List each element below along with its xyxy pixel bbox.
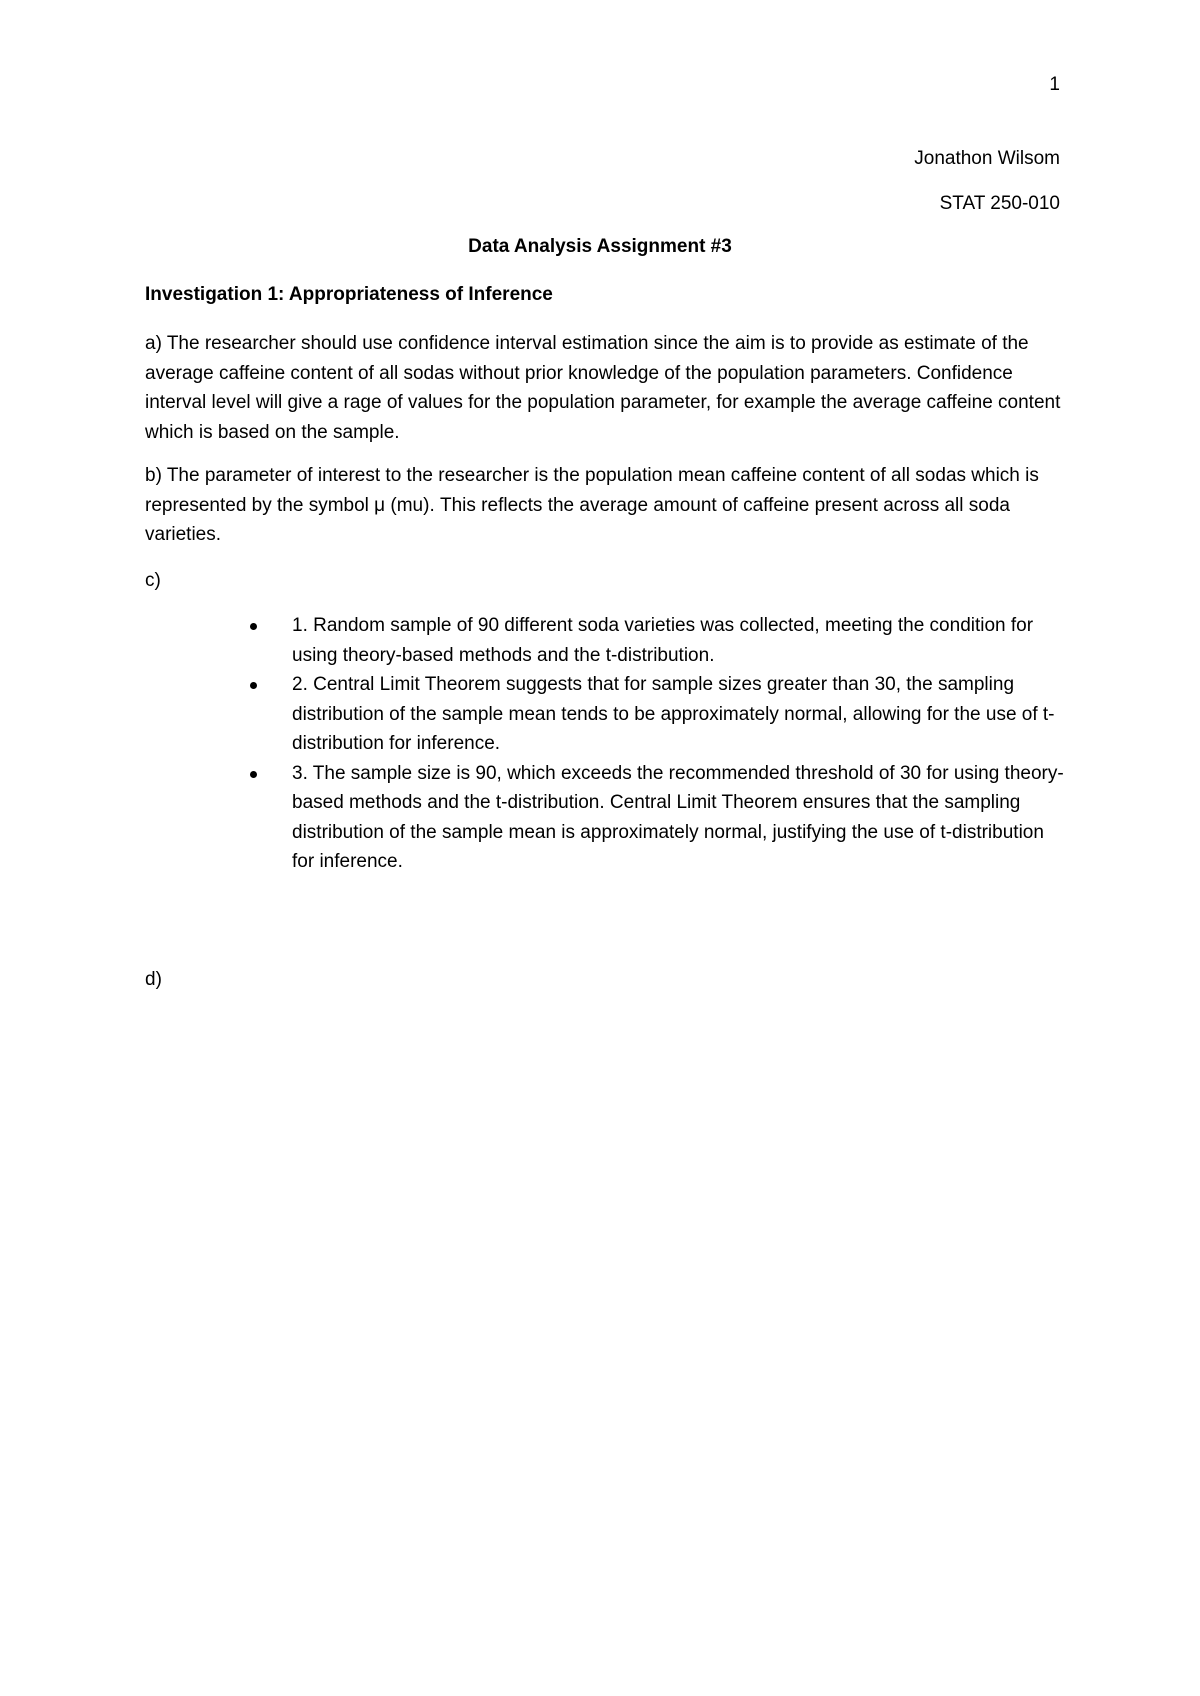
section-heading: Investigation 1: Appropriateness of Inference bbox=[145, 284, 553, 305]
list-item bbox=[250, 759, 1070, 877]
list-item bbox=[250, 611, 1070, 670]
document-title: Data Analysis Assignment #3 bbox=[468, 236, 732, 257]
list-item-text: 1. Random sample of 90 different soda varieties was collected, meeting the condition for using theory-based methods and the t-distribution. bbox=[292, 615, 1034, 666]
list-item-text: 3. The sample size is 90, which exceeds the recommended threshold of 30 for using theory-based methods and the t-distribution. Central Limit Theorem ensures that the sampling distribution of the sample mean is approximately normal, justifying the use of t-distribution for inference. bbox=[292, 762, 1064, 872]
bullet-icon bbox=[250, 682, 257, 689]
list-item-text: 2. Central Limit Theorem suggests that for sample sizes greater than 30, the sampling distribution of the sample mean tends to be approximately normal, allowing for the use of t-distribution for inference. bbox=[292, 674, 1055, 754]
bullet-icon bbox=[250, 623, 257, 630]
bullet-icon bbox=[250, 771, 257, 778]
answer-part-a: a) The researcher should use confidence interval estimation since the aim is to provide as estimate of the average caffeine content of all sodas without prior knowledge of the population parameters. Confidence interval level will give a rage of values for the population parameter, for example the average caffeine content which is based on the sample. bbox=[145, 333, 1061, 443]
answer-part-c-label: c) bbox=[145, 570, 161, 591]
list-item bbox=[250, 670, 1070, 759]
author-name: Jonathon Wilsom bbox=[914, 148, 1060, 169]
part-c-bullet-list bbox=[250, 611, 1070, 877]
page-number: 1 bbox=[1049, 74, 1060, 95]
answer-part-b: b) The parameter of interest to the researcher is the population mean caffeine content of all sodas which is represented by the symbol μ (mu). This reflects the average amount of caffeine present across all soda varieties. bbox=[145, 465, 1039, 545]
answer-part-d-label: d) bbox=[145, 969, 162, 990]
course-code: STAT 250-010 bbox=[939, 193, 1060, 214]
